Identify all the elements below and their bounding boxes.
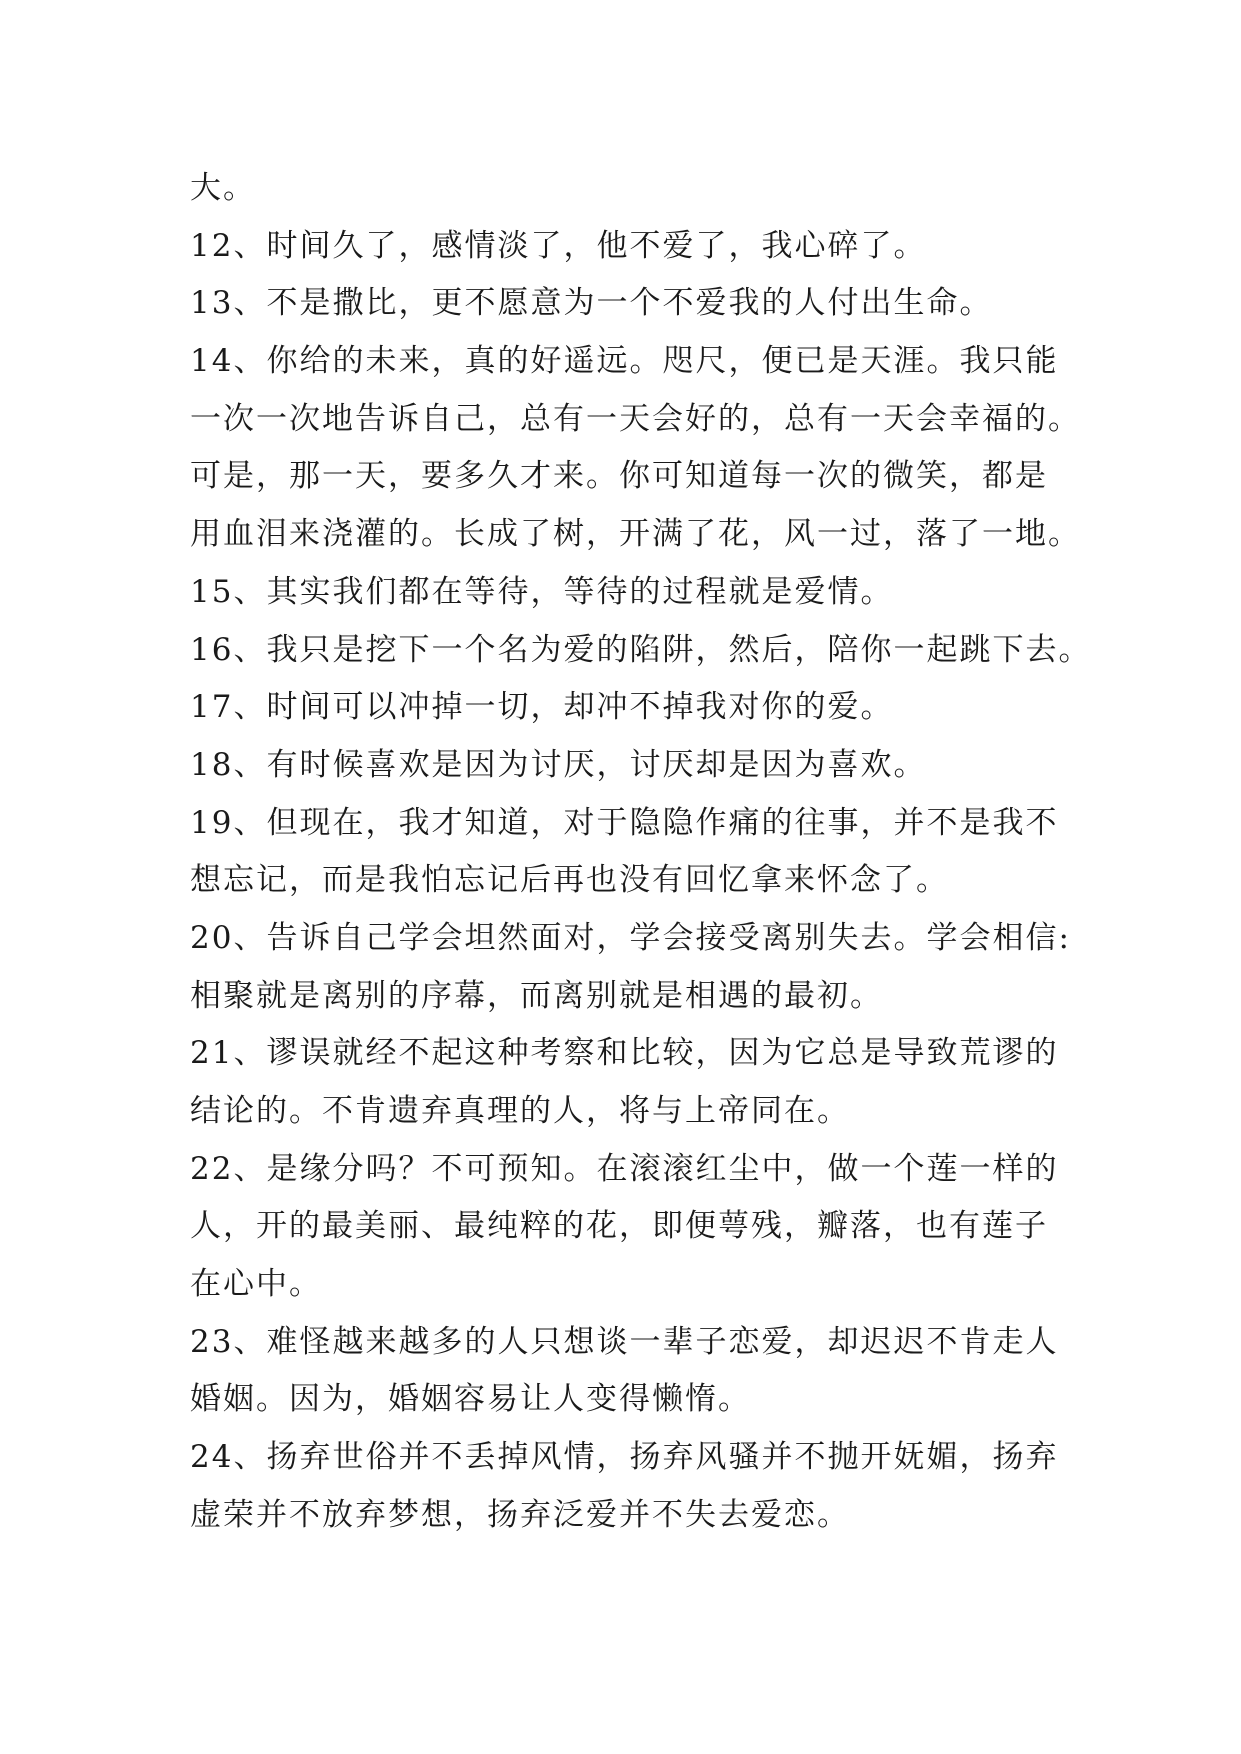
- text-line: 16、我只是挖下一个名为爱的陷阱，然后，陪你一起跳下去。: [190, 631, 1092, 668]
- text-line: 24、扬弃世俗并不丢掉风情，扬弃风骚并不抛开妩媚，扬弃: [190, 1439, 1059, 1476]
- text-line: 在心中。: [190, 1266, 322, 1303]
- text-line: 12、时间久了，感情淡了，他不爱了，我心碎了。: [190, 227, 927, 264]
- text-line: 15、其实我们都在等待，等待的过程就是爱情。: [190, 573, 894, 610]
- text-line: 21、谬误就经不起这种考察和比较，因为它总是导致荒谬的: [190, 1035, 1059, 1072]
- text-line: 17、时间可以冲掉一切，却冲不掉我对你的爱。: [190, 689, 894, 726]
- text-line: 23、难怪越来越多的人只想谈一辈子恋爱，却迟迟不肯走人: [190, 1323, 1059, 1360]
- text-line: 13、不是撒比，更不愿意为一个不爱我的人付出生命。: [190, 285, 993, 322]
- text-line: 一次一次地告诉自己，总有一天会好的，总有一天会幸福的。: [190, 400, 1081, 437]
- text-line: 用血泪来浇灌的。长成了树，开满了花，风一过，落了一地。: [190, 516, 1081, 553]
- text-line: 相聚就是离别的序幕，而离别就是相遇的最初。: [190, 977, 883, 1014]
- text-line: 19、但现在，我才知道，对于隐隐作痛的往事，并不是我不: [190, 804, 1059, 841]
- text-line: 18、有时候喜欢是因为讨厌，讨厌却是因为喜欢。: [190, 746, 927, 783]
- text-line: 结论的。不肯遗弃真理的人，将与上帝同在。: [190, 1093, 850, 1129]
- text-line: 婚姻。因为，婚姻容易让人变得懒惰。: [190, 1381, 751, 1418]
- document-body: [190, 160, 1092, 1545]
- text-line: 20、告诉自己学会坦然面对，学会接受离别失去。学会相信:: [190, 919, 1071, 956]
- text-line: 想忘记，而是我怕忘记后再也没有回忆拿来怀念了。: [190, 862, 949, 899]
- text-line: 虚荣并不放弃梦想，扬弃泛爱并不失去爱恋。: [190, 1496, 850, 1533]
- text-line: 14、你给的未来，真的好遥远。咫尺，便已是天涯。我只能: [190, 343, 1059, 380]
- text-line: 人，开的最美丽、最纯粹的花，即便萼残，瓣落，也有莲子: [190, 1208, 1048, 1245]
- text-line: 22、是缘分吗？不可预知。在滚滚红尘中，做一个莲一样的: [190, 1150, 1059, 1187]
- text-line: 可是，那一天，要多久才来。你可知道每一次的微笑，都是: [190, 458, 1048, 495]
- text-line: 大。: [190, 170, 256, 206]
